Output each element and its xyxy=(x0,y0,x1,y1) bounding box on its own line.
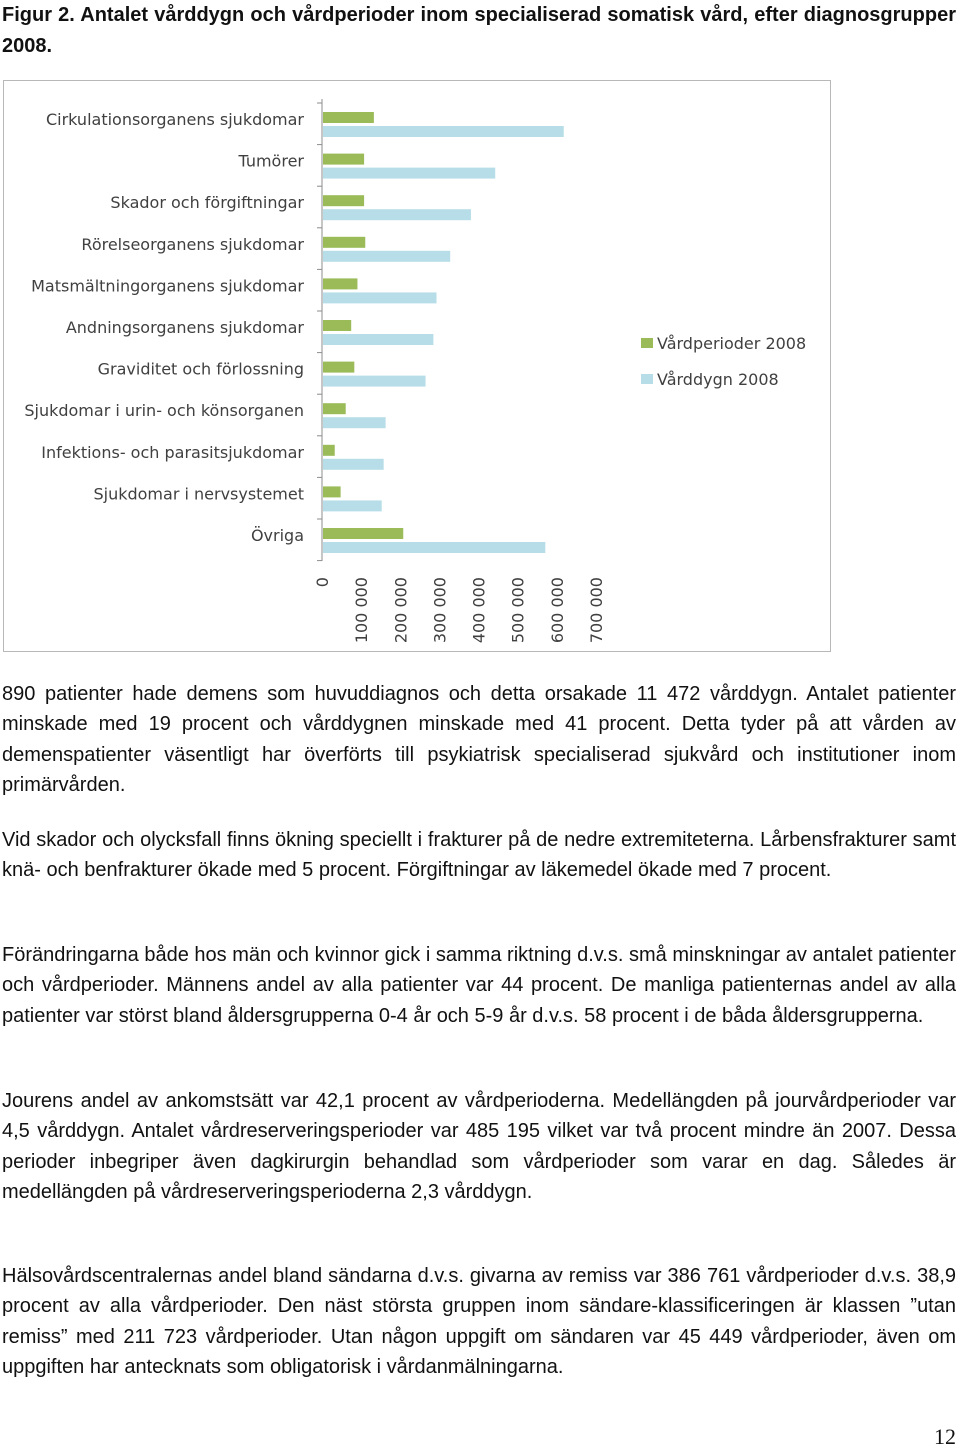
category-label: Sjukdomar i nervsystemet xyxy=(93,484,304,504)
bar-varddygn xyxy=(323,500,382,511)
paragraph-gender: Förändringarna både hos män och kvinnor gick i samma riktning d.v.s. små minskningar av antalet patienter och vårdperioder. Männens andel av alla patienter var 44 procent. De manliga patienternas andel av alla patienter var störst bland åldersgrupperna 0-4 år och 5-9 år d.v.s. 58 procent i de båda åldersgrupperna. xyxy=(2,944,956,1027)
x-tick-label: 600 000 xyxy=(547,577,567,644)
bar-varddygn xyxy=(323,251,450,262)
bar-vardperioder xyxy=(323,278,357,289)
bar-varddygn xyxy=(323,209,471,220)
category-label: Andningsorganens sjukdomar xyxy=(65,318,304,337)
legend-label: Vårddygn 2008 xyxy=(657,370,779,389)
category-label: Skador och förgiftningar xyxy=(110,193,304,213)
category-label: Cirkulationsorganens sjukdomar xyxy=(45,110,304,129)
bar-vardperioder xyxy=(323,320,351,331)
bar-vardperioder xyxy=(323,112,374,123)
x-tick-label: 700 000 xyxy=(587,577,606,644)
paragraph-emergency: Jourens andel av ankomstsätt var 42,1 procent av vårdperioderna. Medellängden på jourvårdperioder var 4,5 vårddygn. Antalet vårdreserveringsperioder var 485 195 vilket var två procent mindre än 2007. Dessa perioder inbegriper även dagkirurgin behandlad som vårdperioder som varar en dag. Således är medellängden på vårdreserveringsperioderna 2,3 vårddygn. xyxy=(2,1090,956,1204)
paragraph-dementia: 890 patienter hade demens som huvuddiagnos och detta orsakade 11 472 vårddygn. Antalet patienter minskade med 19 procent och vårddygnen minskade med 41 procent. Detta tyder på att vården av demenspatienter väsentligt har överförts till psykiatrisk specialiserad sjukvård och institutioner inom primärvården. xyxy=(2,683,956,797)
bar-varddygn xyxy=(323,542,545,553)
bar-vardperioder xyxy=(323,486,341,497)
bar-varddygn xyxy=(323,417,386,428)
bar-varddygn xyxy=(323,334,433,345)
x-tick-label: 0 xyxy=(313,577,332,588)
bar-vardperioder xyxy=(323,195,364,206)
bar-varddygn xyxy=(323,292,437,303)
bar-chart xyxy=(3,80,831,652)
paragraph-injuries: Vid skador och olycksfall finns ökning speciellt i frakturer på de nedre extremiteterna. Lårbensfrakturer samt knä- och benfrakturer ökade med 5 procent. Förgiftningar av läkemedel ökade med 7 procent. xyxy=(2,829,956,882)
category-label: Matsmältningorganens sjukdomar xyxy=(31,276,304,296)
bar-vardperioder xyxy=(323,362,354,373)
bar-varddygn xyxy=(323,126,564,137)
x-tick-label: 100 000 xyxy=(352,577,372,644)
legend-swatch xyxy=(641,338,653,348)
chart-canvas xyxy=(4,81,830,651)
x-tick-label: 500 000 xyxy=(508,577,528,644)
bar-vardperioder xyxy=(323,528,403,539)
category-label: Övriga xyxy=(250,526,304,545)
x-tick-label: 300 000 xyxy=(430,577,450,644)
x-tick-label: 400 000 xyxy=(469,577,489,644)
bar-varddygn xyxy=(323,168,495,179)
legend-swatch xyxy=(641,374,653,384)
category-label: Tumörer xyxy=(238,151,304,171)
legend-label: Vårdperioder 2008 xyxy=(657,334,807,353)
bar-vardperioder xyxy=(323,445,335,456)
x-tick-label: 200 000 xyxy=(391,577,411,644)
bar-vardperioder xyxy=(323,237,365,248)
page-number: 12 xyxy=(934,1424,956,1449)
figure-caption: Figur 2. Antalet vårddygn och vårdperioder inom specialiserad somatisk vård, efter diagnosgrupper 2008. xyxy=(2,4,956,57)
bar-varddygn xyxy=(323,459,384,470)
category-label: Rörelseorganens sjukdomar xyxy=(81,234,304,254)
bar-vardperioder xyxy=(323,154,364,165)
category-label: Sjukdomar i urin- och könsorganen xyxy=(24,401,304,421)
paragraph-referrals: Hälsovårdscentralernas andel bland sändarna d.v.s. givarna av remiss var 386 761 vårdperioder d.v.s. 38,9 procent av alla vårdperioder. Den näst största gruppen inom sändare-klassificeringen är klassen ”utan remiss” med 211 723 vårdperioder. Utan någon uppgift om sändaren var 45 449 vårdperioder, även om uppgiften har antecknats som obligatorisk i vårdanmälningarna. xyxy=(2,1265,956,1379)
category-label: Infektions- och parasitsjukdomar xyxy=(41,442,304,462)
category-label: Graviditet och förlossning xyxy=(97,359,304,379)
bar-varddygn xyxy=(323,376,426,387)
bar-vardperioder xyxy=(323,403,346,414)
